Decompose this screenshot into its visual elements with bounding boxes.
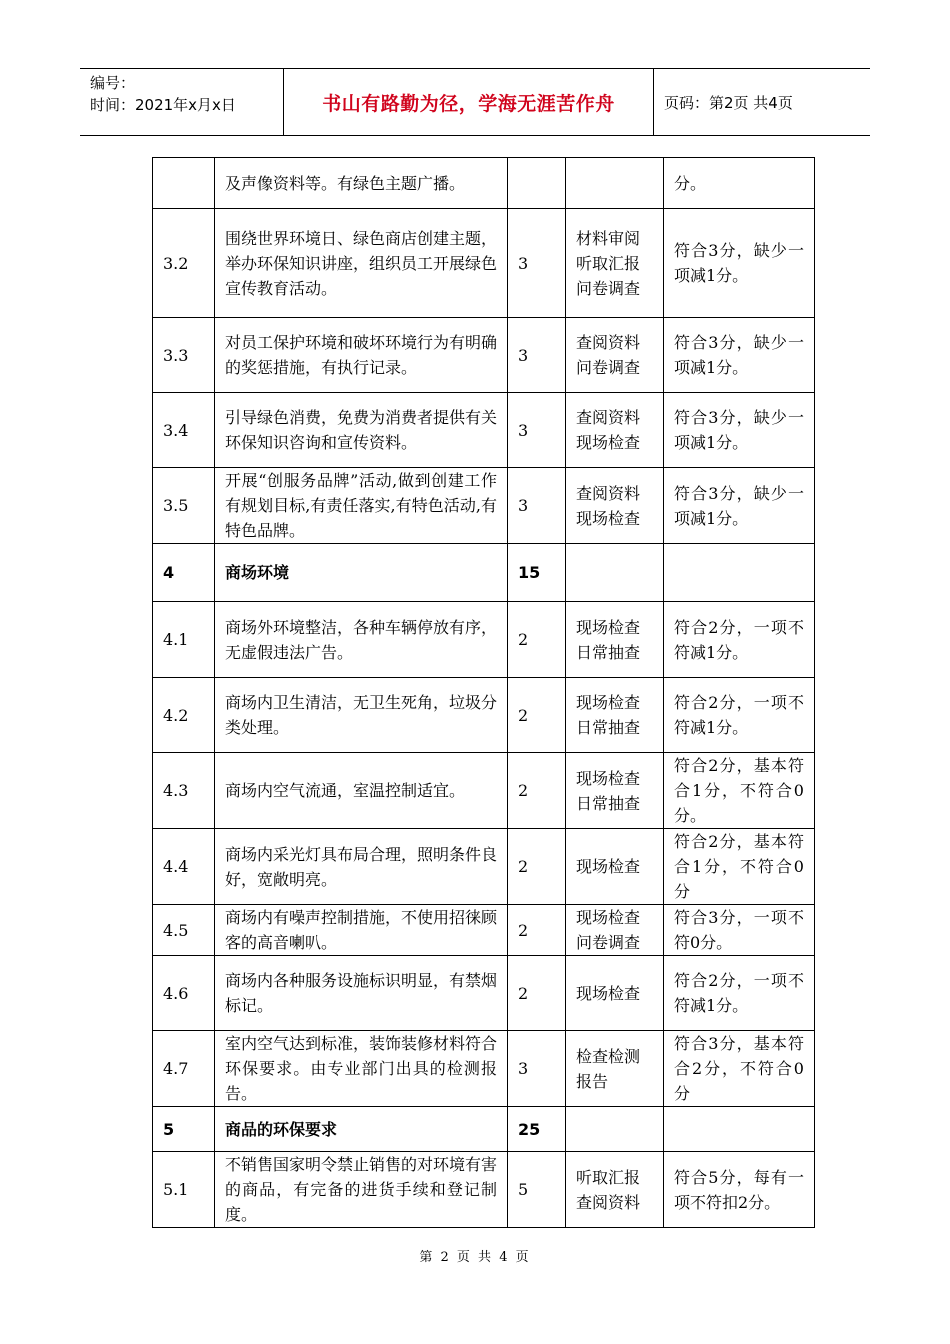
item-number-cell xyxy=(153,905,215,956)
item-method-cell xyxy=(566,1031,664,1107)
item-method: 现场检查日常抽查 xyxy=(576,768,641,813)
item-content-cell xyxy=(215,1107,508,1152)
item-content-cell xyxy=(215,468,508,544)
item-method-cell xyxy=(566,318,664,393)
item-criteria: 符合3分，缺少一项减1分。 xyxy=(674,241,804,285)
item-content-cell xyxy=(215,829,508,905)
document-header xyxy=(80,68,870,136)
item-number-cell xyxy=(153,753,215,829)
section-row xyxy=(153,544,815,602)
item-content: 室内空气达到标准，装饰装修材料符合环保要求。由专业部门出具的检测报告。 xyxy=(225,1034,498,1103)
item-criteria-cell xyxy=(664,318,815,393)
item-criteria-cell xyxy=(664,544,815,602)
item-score: 2 xyxy=(518,630,529,649)
item-number: 4.4 xyxy=(163,857,189,876)
item-method-cell xyxy=(566,956,664,1031)
item-score: 2 xyxy=(518,705,529,725)
item-score-cell xyxy=(508,158,566,209)
item-score: 5 xyxy=(518,1180,529,1199)
item-criteria-cell xyxy=(664,753,815,829)
page-footer: 第 2 页 共 4 页 xyxy=(419,1250,531,1265)
item-method-cell xyxy=(566,544,664,602)
item-score-cell xyxy=(508,753,566,829)
item-number: 4.1 xyxy=(163,630,189,649)
item-score-cell xyxy=(508,318,566,393)
item-content-cell xyxy=(215,1152,508,1228)
item-number-cell xyxy=(153,209,215,318)
item-method: 查阅资料现场检查 xyxy=(576,483,641,528)
item-number: 4.5 xyxy=(163,920,189,940)
item-criteria-cell xyxy=(664,158,815,209)
item-content: 商场内空气流通，室温控制适宜。 xyxy=(225,781,466,800)
header-meta xyxy=(80,69,284,135)
item-criteria: 符合2分，基本符合1分，不符合0分 xyxy=(674,832,804,901)
item-score-cell xyxy=(508,544,566,602)
item-content: 商场内卫生清洁，无卫生死角，垃圾分类处理。 xyxy=(225,693,498,737)
item-criteria: 符合3分，缺少一项减1分。 xyxy=(674,483,804,528)
item-content: 围绕世界环境日、绿色商店创建主题，举办环保知识讲座，组织员工开展绿色宣传教育活动。 xyxy=(225,228,498,298)
item-score: 25 xyxy=(518,1119,541,1139)
item-method: 现场检查 xyxy=(576,983,641,1003)
item-score: 2 xyxy=(518,857,529,876)
item-number: 4.3 xyxy=(163,781,189,800)
item-criteria-cell xyxy=(664,209,815,318)
item-score-cell xyxy=(508,678,566,753)
item-content-cell xyxy=(215,753,508,829)
table-row xyxy=(153,158,815,209)
item-number-cell xyxy=(153,956,215,1031)
evaluation-table-body xyxy=(153,158,815,1228)
item-content: 及声像资料等。有绿色主题广播。 xyxy=(225,173,466,193)
evaluation-table xyxy=(152,157,815,1228)
item-number: 4.6 xyxy=(163,983,189,1003)
item-method: 现场检查日常抽查 xyxy=(576,617,641,662)
item-number-cell xyxy=(153,318,215,393)
table-row xyxy=(153,753,815,829)
table-row xyxy=(153,393,815,468)
item-criteria: 符合2分，基本符合1分，不符合0分。 xyxy=(674,756,804,825)
item-content-cell xyxy=(215,905,508,956)
table-row xyxy=(153,209,815,318)
item-number-cell xyxy=(153,678,215,753)
item-score-cell xyxy=(508,956,566,1031)
item-criteria-cell xyxy=(664,602,815,678)
item-score-cell xyxy=(508,468,566,544)
item-score: 2 xyxy=(518,920,529,940)
item-score: 2 xyxy=(518,983,529,1003)
item-number-cell xyxy=(153,468,215,544)
item-score-cell xyxy=(508,602,566,678)
document-number-label: 编号： xyxy=(90,74,136,92)
item-content-cell xyxy=(215,956,508,1031)
item-score-cell xyxy=(508,1152,566,1228)
item-method-cell xyxy=(566,829,664,905)
item-number: 4.2 xyxy=(163,705,189,725)
item-criteria-cell xyxy=(664,905,815,956)
item-score-cell xyxy=(508,393,566,468)
item-criteria-cell xyxy=(664,393,815,468)
item-method: 听取汇报查阅资料 xyxy=(576,1167,641,1212)
item-number: 3.4 xyxy=(163,420,189,440)
item-number: 4 xyxy=(163,563,175,582)
item-number: 3.5 xyxy=(163,496,189,515)
item-criteria-cell xyxy=(664,829,815,905)
item-method-cell xyxy=(566,905,664,956)
item-content: 不销售国家明令禁止销售的对环境有害的商品，有完备的进货手续和登记制度。 xyxy=(225,1155,498,1224)
item-content-cell xyxy=(215,602,508,678)
table-row xyxy=(153,468,815,544)
table-row xyxy=(153,829,815,905)
table-row xyxy=(153,602,815,678)
item-criteria: 分。 xyxy=(674,173,707,193)
item-content-cell xyxy=(215,318,508,393)
table-row xyxy=(153,1031,815,1107)
table-row xyxy=(153,956,815,1031)
item-content: 商场内采光灯具布局合理，照明条件良好，宽敞明亮。 xyxy=(225,844,498,889)
item-method: 检查检测报告 xyxy=(576,1046,641,1091)
item-method-cell xyxy=(566,1152,664,1228)
table-row xyxy=(153,905,815,956)
item-method-cell xyxy=(566,602,664,678)
item-method-cell xyxy=(566,209,664,318)
item-criteria: 符合3分，缺少一项减1分。 xyxy=(674,408,804,452)
item-score-cell xyxy=(508,1107,566,1152)
item-number-cell xyxy=(153,544,215,602)
item-criteria-cell xyxy=(664,1152,815,1228)
table-row xyxy=(153,318,815,393)
item-content-cell xyxy=(215,1031,508,1107)
section-row xyxy=(153,1107,815,1152)
item-criteria-cell xyxy=(664,1031,815,1107)
item-method: 查阅资料现场检查 xyxy=(576,408,641,452)
item-score: 3 xyxy=(518,1059,529,1078)
item-score: 3 xyxy=(518,345,529,365)
item-content: 商场内各种服务设施标识明显，有禁烟标记。 xyxy=(225,971,498,1015)
table-row xyxy=(153,678,815,753)
item-number: 3.2 xyxy=(163,253,189,273)
item-criteria-cell xyxy=(664,678,815,753)
item-content-cell xyxy=(215,158,508,209)
item-number-cell xyxy=(153,158,215,209)
item-method: 现场检查问卷调查 xyxy=(576,908,641,952)
item-number: 4.7 xyxy=(163,1059,189,1078)
item-method-cell xyxy=(566,468,664,544)
item-number-cell xyxy=(153,1152,215,1228)
header-page-info: 页码：第2页 共4页 xyxy=(664,93,793,112)
item-content-cell xyxy=(215,678,508,753)
item-number: 5 xyxy=(163,1119,175,1139)
item-method: 查阅资料问卷调查 xyxy=(576,333,641,377)
item-score-cell xyxy=(508,829,566,905)
item-score-cell xyxy=(508,1031,566,1107)
item-method: 材料审阅听取汇报问卷调查 xyxy=(576,228,641,298)
item-score-cell xyxy=(508,209,566,318)
item-content: 对员工保护环境和破坏环境行为有明确的奖惩措施，有执行记录。 xyxy=(225,333,498,377)
item-method-cell xyxy=(566,678,664,753)
item-criteria: 符合2分，一项不符减1分。 xyxy=(674,971,804,1015)
item-number-cell xyxy=(153,829,215,905)
item-content: 开展“创服务品牌”活动,做到创建工作有规划目标,有责任落实,有特色活动,有特色品牌。 xyxy=(225,471,497,540)
item-content-cell xyxy=(215,544,508,602)
item-score: 3 xyxy=(518,420,529,440)
item-score: 15 xyxy=(518,563,541,582)
item-criteria: 符合3分，基本符合2分，不符合0分 xyxy=(674,1034,804,1103)
item-score: 3 xyxy=(518,496,529,515)
table-row xyxy=(153,1152,815,1228)
item-method: 现场检查日常抽查 xyxy=(576,693,641,737)
item-number: 3.3 xyxy=(163,345,189,365)
item-number-cell xyxy=(153,602,215,678)
item-content: 引导绿色消费，免费为消费者提供有关环保知识咨询和宣传资料。 xyxy=(225,408,498,452)
item-number-cell xyxy=(153,393,215,468)
item-score-cell xyxy=(508,905,566,956)
item-number-cell xyxy=(153,1031,215,1107)
item-method-cell xyxy=(566,1107,664,1152)
item-criteria: 符合2分，一项不符减1分。 xyxy=(674,693,804,737)
header-motto: 书山有路勤为径，学海无涯苦作舟 xyxy=(284,69,654,135)
item-criteria-cell xyxy=(664,1107,815,1152)
item-number: 5.1 xyxy=(163,1180,189,1199)
item-number-cell xyxy=(153,1107,215,1152)
item-content: 商场内有噪声控制措施，不使用招徕顾客的高音喇叭。 xyxy=(225,908,498,952)
item-content-cell xyxy=(215,209,508,318)
item-content: 商场环境 xyxy=(225,563,290,582)
item-criteria: 符合3分，一项不符0分。 xyxy=(674,908,804,952)
item-criteria: 符合2分，一项不符减1分。 xyxy=(674,617,804,662)
item-criteria-cell xyxy=(664,468,815,544)
item-method: 现场检查 xyxy=(576,857,641,876)
item-content-cell xyxy=(215,393,508,468)
document-time-label: 时间：2021年x月x日 xyxy=(90,96,236,114)
item-criteria: 符合3分，缺少一项减1分。 xyxy=(674,333,804,377)
item-criteria-cell xyxy=(664,956,815,1031)
item-method-cell xyxy=(566,393,664,468)
item-method-cell xyxy=(566,158,664,209)
item-content: 商品的环保要求 xyxy=(225,1119,338,1139)
item-content: 商场外环境整洁，各种车辆停放有序，无虚假违法广告。 xyxy=(225,617,498,662)
item-method-cell xyxy=(566,753,664,829)
item-score: 2 xyxy=(518,781,529,800)
item-criteria: 符合5分，每有一项不符扣2分。 xyxy=(674,1167,804,1212)
item-score: 3 xyxy=(518,253,529,273)
